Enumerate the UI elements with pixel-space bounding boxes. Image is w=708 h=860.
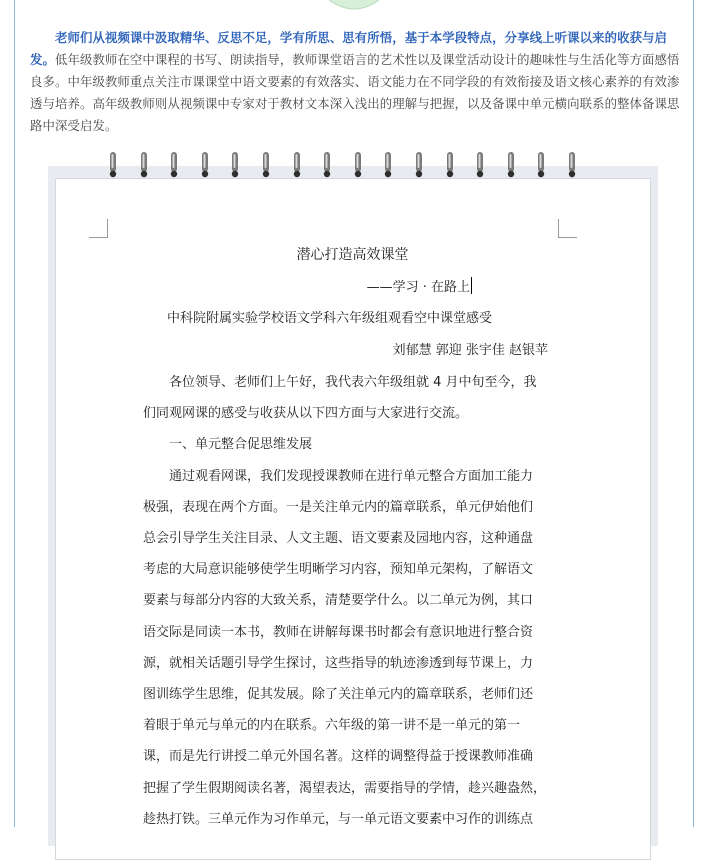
crop-mark-top-right <box>558 219 577 238</box>
notebook-binding-rings <box>108 152 608 182</box>
binding-ring-icon <box>292 152 302 178</box>
intro-paragraph <box>30 27 680 137</box>
binding-ring-icon <box>536 152 546 178</box>
doc-authors: 刘郁慧 郭迎 张宇佳 赵银苹 <box>392 343 548 358</box>
binding-ring-icon <box>383 152 393 178</box>
doc-line: 把握了学生假期阅读名著，渴望表达，需要指导的学情，趁兴趣盎然， <box>143 780 547 796</box>
doc-line: 总会引导学生关注目录、人文主题、语文要素及园地内容，这种通盘 <box>143 531 534 546</box>
doc-line: 们同观网课的感受与收获从以下四方面与大家进行交流。 <box>143 406 469 422</box>
binding-ring-icon <box>414 152 424 178</box>
doc-line: 要素与每部分内容的大致关系，清楚要学什么。以二单元为例，其口 <box>143 593 534 609</box>
doc-line: 语交际是同读一本书，教师在讲解每课书时都会有意识地进行整合资 <box>143 624 534 640</box>
binding-ring-icon <box>230 152 240 178</box>
doc-line: 通过观看网课，我们发现授课教师在进行单元整合方面加工能力 <box>143 468 534 484</box>
doc-line: 各位领导、老师们上午好，我代表六年级组就 4 月中旬至今，我 <box>143 375 537 390</box>
binding-ring-icon <box>475 152 485 178</box>
binding-ring-icon <box>322 152 332 178</box>
binding-ring-icon <box>200 152 210 178</box>
binding-ring-icon <box>261 152 271 178</box>
binding-ring-icon <box>139 152 149 178</box>
intro-highlight: 老师们从视频课中汲取精华、反思不足，学有所思、思有所悟，基于本学段特点，分享线上听课以来的收获与启发。 <box>30 30 668 67</box>
doc-line: 一、单元整合促思维发展 <box>143 437 313 453</box>
crop-mark-top-left <box>89 219 108 238</box>
doc-line: 源，就相关话题引导学生探讨，这些指导的轨迹渗透到每节课上，力 <box>143 655 534 671</box>
right-frame-border <box>693 0 694 827</box>
doc-subtitle-row <box>143 276 562 295</box>
doc-title: 潜心打造高效课堂 <box>296 247 409 263</box>
binding-ring-icon <box>169 152 179 178</box>
leaf-ornament-icon <box>327 0 381 12</box>
left-frame-border <box>14 0 15 827</box>
binding-ring-icon <box>445 152 455 178</box>
doc-line: 着眼于单元与单元的内在联系。六年级的第一讲不是一单元的第一 <box>143 718 521 734</box>
doc-subtitle: ——学习 · 在路上 <box>366 280 470 295</box>
doc-line: 课，而是先行讲授二单元外国名著。这样的调整得益于授课教师准确 <box>143 749 534 765</box>
intro-body: 低年级教师在空中课程的书写、朗读指导，教师课堂语言的艺术性以及课堂活动设计的趣味性与生活化等方面感悟良多。中年级教师重点关注市课课堂中语文要素的有效落实、语文能力在不同学段的有效衔接及语文核心素养的有效渗透与培养。高年级教师则从视频课中专家对于教材文本深入浅出的理解与把握，以及备课中单元横向联系的整体备课思路中深受启发。 <box>30 52 680 133</box>
doc-line: 趁热打铁。三单元作为习作单元，与一单元语文要素中习作的训练点 <box>143 811 534 827</box>
binding-ring-icon <box>353 152 363 178</box>
doc-line: 考虑的大局意识能够使学生明晰学习内容，预知单元架构，了解语文 <box>143 562 534 578</box>
doc-line: 图训练学生思维，促其发展。除了关注单元内的篇章联系，老师们还 <box>143 687 534 702</box>
binding-ring-icon <box>506 152 516 178</box>
text-cursor <box>471 277 472 294</box>
doc-line: 极强，表现在两个方面。一是关注单元内的篇章联系，单元伊始他们 <box>143 499 534 515</box>
doc-organization: 中科院附属实验学校语文学科六年级组观看空中课堂感受 <box>167 311 493 326</box>
binding-ring-icon <box>567 152 577 178</box>
binding-ring-icon <box>108 152 118 178</box>
